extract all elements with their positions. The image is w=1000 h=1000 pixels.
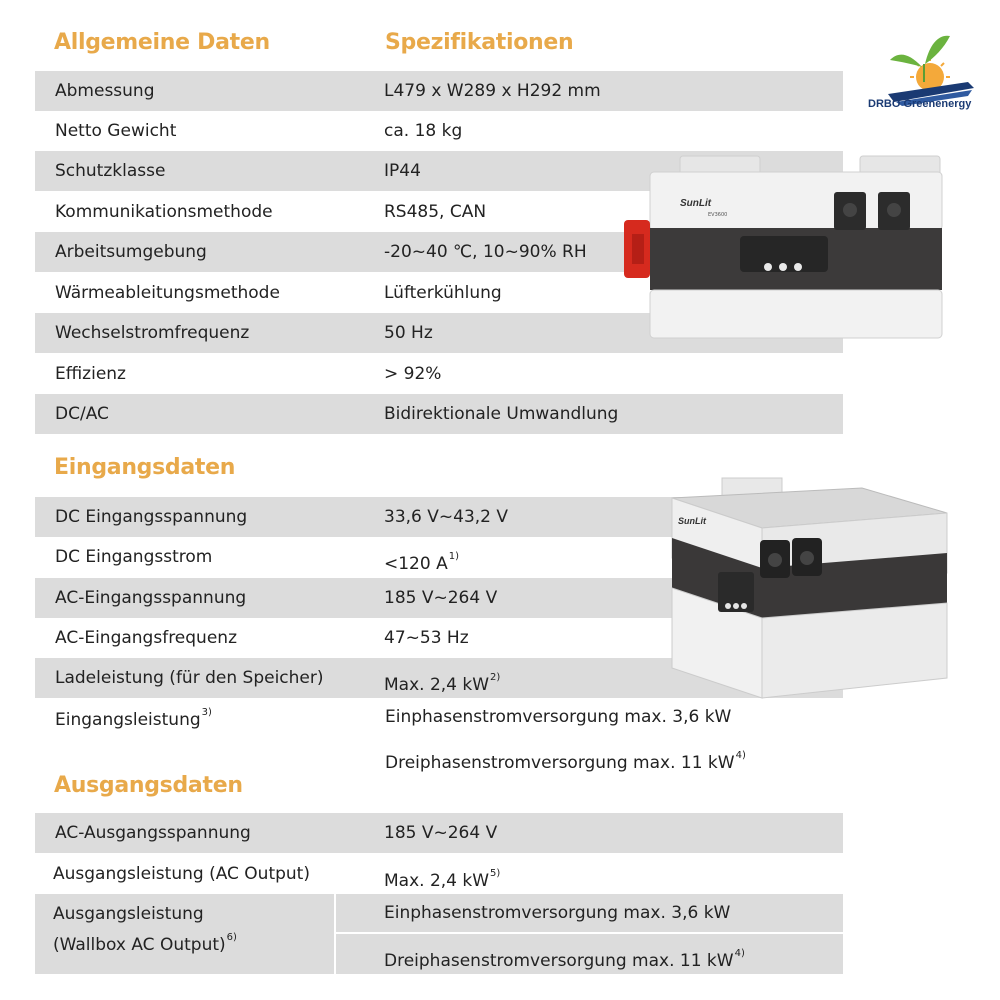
row-label: Wechselstromfrequenz: [55, 323, 250, 343]
row-value: 33,6 V~43,2 V: [384, 507, 509, 527]
footnote-marker: 4): [735, 750, 746, 761]
row-value: 50 Hz: [384, 323, 433, 343]
row-label: AC-Ausgangsspannung: [55, 823, 251, 843]
footnote-marker: 1): [448, 551, 459, 562]
wallbox-label-cell: [35, 894, 334, 974]
table-row: [35, 354, 843, 394]
section-heading-input: Eingangsdaten: [54, 455, 236, 480]
table-row: [35, 813, 843, 853]
row-value: RS485, CAN: [384, 202, 487, 222]
row-label: Effizienz: [55, 364, 126, 384]
row-value: 185 V~264 V: [384, 588, 498, 608]
row-value: ca. 18 kg: [384, 121, 463, 141]
row-label: Ladeleistung (für den Speicher): [55, 668, 324, 688]
row-value: Bidirektionale Umwandlung: [384, 404, 619, 424]
footnote-marker: 4): [734, 948, 745, 959]
footnote-marker: 6): [226, 932, 237, 943]
footnote-marker: 5): [490, 868, 501, 879]
row-value: Max. 2,4 $kW^{2)}$: [384, 672, 501, 695]
footnote-marker: 2): [490, 672, 501, 683]
row-label: DC Eingangsspannung: [55, 507, 248, 527]
row-value: Lüfterkühlung: [384, 283, 502, 303]
row-label: Ausgangsleistung (AC Output): [53, 864, 310, 884]
row-value: Max. 2,4 $kW^{5)}$: [384, 868, 501, 891]
table-row: [35, 854, 843, 894]
row-label: DC Eingangsstrom: [55, 547, 213, 567]
table-row: [35, 111, 843, 151]
row-label: Schutzklasse: [55, 161, 166, 181]
wallbox-label: Ausgangsleistung (Wallbox AC Output)$^{6)}$: [53, 904, 237, 955]
footnote-marker: 3): [201, 707, 212, 718]
wallbox-value-cell: [336, 934, 843, 974]
section-heading-general: Allgemeine Daten: [54, 30, 270, 55]
device-image-perspective: [662, 468, 952, 708]
wallbox-value-single-phase: Einphasenstromversorgung max. 3,6 kW: [384, 903, 731, 923]
input-power-label: Eingangsleistung$^{3)}$: [55, 707, 212, 730]
table-row: [35, 71, 843, 111]
section-heading-output: Ausgangsdaten: [54, 773, 243, 798]
row-value: L479 x W289 x H292 mm: [384, 81, 601, 101]
device-brand: SunLit: [680, 198, 712, 209]
row-value: <120 $A^{1)}$: [384, 551, 459, 574]
device-brand: SunLit: [678, 516, 706, 526]
device-image-front: [622, 150, 947, 345]
logo-text: DRBO Greenenergy: [868, 98, 972, 110]
device-model: EV3600: [708, 212, 728, 218]
row-label: DC/AC: [55, 404, 109, 424]
row-value: IP44: [384, 161, 421, 181]
row-label: Kommunikationsmethode: [55, 202, 273, 222]
row-value: 185 V~264 V: [384, 823, 498, 843]
row-label: Netto Gewicht: [55, 121, 177, 141]
row-label: Abmessung: [55, 81, 155, 101]
row-value: 47~53 Hz: [384, 628, 469, 648]
row-label: AC-Eingangsfrequenz: [55, 628, 237, 648]
row-label: Arbeitsumgebung: [55, 242, 207, 262]
section-heading-specifications: Spezifikationen: [385, 30, 574, 55]
input-power-value-three-phase: Dreiphasenstromversorgung max. 11 $kW^{4)}$: [385, 750, 746, 773]
input-power-value-single-phase: Einphasenstromversorgung max. 3,6 kW: [385, 707, 732, 727]
row-label: Wärmeableitungsmethode: [55, 283, 280, 303]
row-value: > 92%: [384, 364, 442, 384]
wallbox-value-cell: [336, 894, 843, 932]
wallbox-value-three-phase: Dreiphasenstromversorgung max. 11 $kW^{4)}$: [384, 948, 745, 971]
row-value: -20~40 ℃, 10~90% RH: [384, 242, 587, 262]
table-row: [35, 394, 843, 434]
row-label: AC-Eingangsspannung: [55, 588, 247, 608]
